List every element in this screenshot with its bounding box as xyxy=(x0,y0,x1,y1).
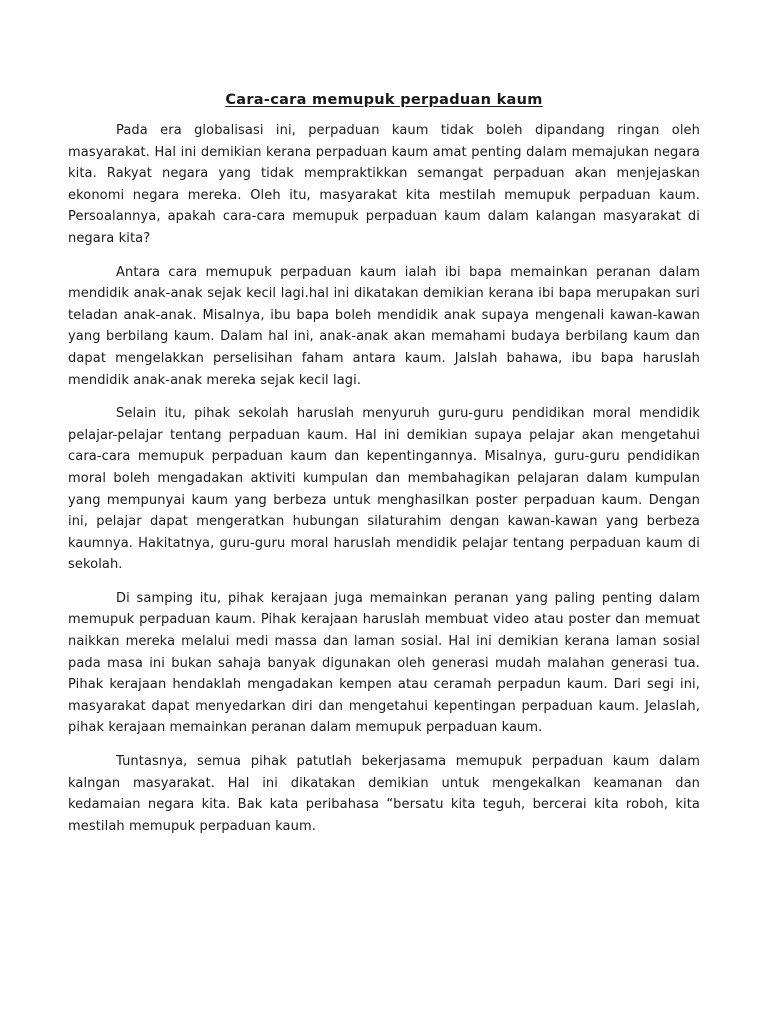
paragraph-parents: Antara cara memupuk perpaduan kaum ialah ibi bapa memainkan peranan dalam mendidik anak-anak sejak kecil lagi.hal ini dikatakan demikian kerana ibi bapa merupakan suri teladan anak-anak. Misalnya, ibu bapa boleh mendidik anak supaya mengenali kawan-kawan yang berbilang kaum. Dalam hal ini, anak-anak akan memahami budaya berbilang kaum dan dapat mengelakkan perselisihan faham antara kaum. Jalslah bahawa, ibu bapa haruslah mendidik anak-anak mereka sejak kecil lagi. xyxy=(68,264,700,388)
paragraph-conclusion: Tuntasnya, semua pihak patutlah bekerjasama memupuk perpaduan kaum dalam kalngan masyarakat. Hal ini dikatakan demikian untuk mengekalkan keamanan dan kedamaian negara kita. Bak kata peribahasa “bersatu kita teguh, bercerai kita roboh, kita mestilah memupuk perpaduan kaum. xyxy=(68,754,700,834)
document-title: Cara-cara memupuk perpaduan kaum xyxy=(225,92,543,108)
paragraph-government: Di samping itu, pihak kerajaan juga memainkan peranan yang paling penting dalam memupuk perpaduan kaum. Pihak kerajaan haruslah membuat video atau poster dan memuat naikkan mereka melalui medi massa dan laman sosial. Hal ini demikian kerana laman sosial pada masa ini bukan sahaja banyak digunakan oleh generasi mudah malahan generasi tua. Pihak kerajaan hendaklah mengadakan kempen atau ceramah perpadun kaum. Dari segi ini, masyarakat dapat menyedarkan diri dan mengetahui kepentingan perpaduan kaum. Jelaslah, pihak kerajaan memainkan peranan dalam memupuk perpaduan kaum. xyxy=(68,590,700,736)
document-page xyxy=(68,90,700,849)
paragraph-school: Selain itu, pihak sekolah haruslah menyuruh guru-guru pendidikan moral mendidik pelajar-pelajar tentang perpaduan kaum. Hal ini demikian supaya pelajar akan mengetahui cara-cara memupuk perpaduan kaum dan kepentingannya. Misalnya, guru-guru pendidikan moral boleh mengadakan aktiviti kumpulan dan membahagikan pelajaran dalam kumpulan yang mempunyai kaum yang berbeza untuk menghasilkan poster perpaduan kaum. Dengan ini, pelajar dapat mengeratkan hubungan silaturahim dengan kawan-kawan yang berbeza kaumnya. Hakitatnya, guru-guru moral haruslah mendidik pelajar tentang perpaduan kaum di sekolah. xyxy=(68,406,700,573)
paragraph-introduction: Pada era globalisasi ini, perpaduan kaum tidak boleh dipandang ringan oleh masyarakat. Hal ini demikian kerana perpaduan kaum amat penting dalam memajukan negara kita. Rakyat negara yang tidak mempraktikkan semangat perpaduan akan menjejaskan ekonomi negara mereka. Oleh itu, masyarakat kita mestilah memupuk perpaduan kaum. Persoalannya, apakah cara-cara memupuk perpaduan kaum dalam kalangan masyarakat di negara kita? xyxy=(68,123,700,246)
